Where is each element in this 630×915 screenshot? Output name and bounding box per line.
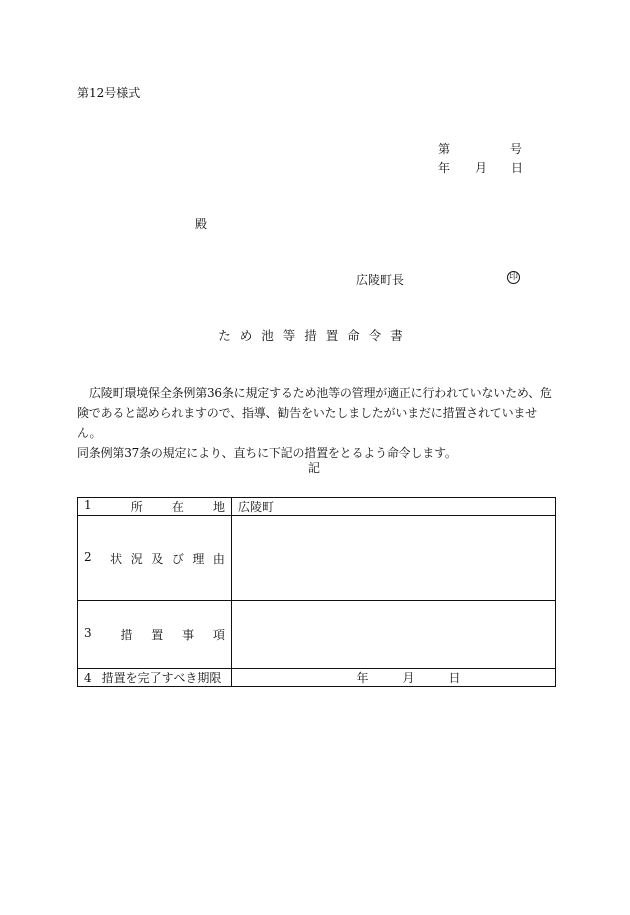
label-char: 由 xyxy=(212,551,225,566)
location-value: 広陵町 xyxy=(232,498,556,516)
body-line-3: 同条例第37条の規定により、直ちに下記の措置をとるよう命令します。 xyxy=(77,446,457,460)
row-number: 4 xyxy=(84,671,92,685)
label-char: 在 xyxy=(171,500,184,514)
deadline-label xyxy=(78,669,232,687)
row-measures xyxy=(78,601,556,669)
measures-value xyxy=(232,601,556,669)
row-number: 1 xyxy=(84,498,92,512)
label-char: 状 xyxy=(110,551,123,566)
label-char: 及 xyxy=(151,551,164,566)
location-label xyxy=(78,498,232,516)
label-char: 所 xyxy=(130,500,143,514)
row-number: 3 xyxy=(84,626,92,640)
ki-heading: 記 xyxy=(308,461,321,475)
deadline-year: 年 xyxy=(356,671,369,685)
deadline-value xyxy=(232,669,556,687)
document-number-prefix: 第 xyxy=(438,142,451,156)
measures-table xyxy=(77,497,556,687)
label-char: 項 xyxy=(212,628,225,642)
deadline-day: 日 xyxy=(448,671,461,685)
issuer-name: 広陵町長 xyxy=(356,273,405,287)
row-deadline xyxy=(78,669,556,687)
date-year: 年 xyxy=(438,161,451,175)
document-number-suffix: 号 xyxy=(510,142,523,156)
situation-label xyxy=(78,516,232,601)
row-location xyxy=(78,498,556,516)
row-situation xyxy=(78,516,556,601)
label-char: 況 xyxy=(130,551,143,566)
form-number: 第12号様式 xyxy=(77,86,141,100)
seal-mark: 印 xyxy=(508,272,518,282)
situation-value xyxy=(232,516,556,601)
label-char: 置 xyxy=(151,628,164,642)
deadline-label-text: 措置を完了すべき期限 xyxy=(101,671,222,685)
date-day: 日 xyxy=(511,161,524,175)
order-body xyxy=(77,383,555,463)
document-title: ため池等措置命令書 xyxy=(218,328,412,343)
label-char: び xyxy=(171,551,184,566)
body-line-2: 険であると認められますので、指導、勧告をいたしましたがいまだに措置されていません。 xyxy=(77,406,537,440)
deadline-month: 月 xyxy=(402,671,415,685)
label-char: 措 xyxy=(120,628,133,642)
label-char: 理 xyxy=(192,551,205,566)
body-line-1: 広陵町環境保全条例第36条に規定するため池等の管理が適正に行われていないため、危 xyxy=(89,386,552,400)
label-char: 事 xyxy=(182,628,195,642)
label-char: 地 xyxy=(212,500,225,514)
addressee-honorific: 殿 xyxy=(195,217,208,231)
measures-label xyxy=(78,601,232,669)
row-number: 2 xyxy=(84,549,92,564)
date-month: 月 xyxy=(475,161,488,175)
